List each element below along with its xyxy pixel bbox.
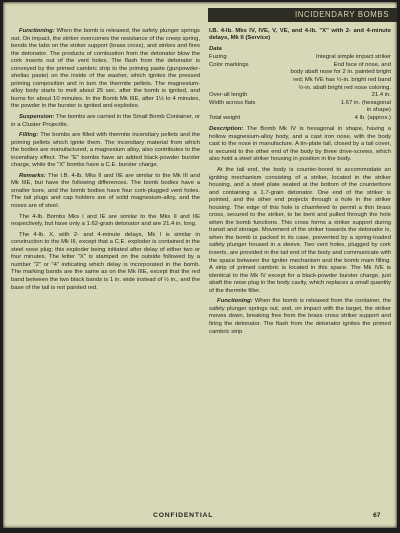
section-title: I.B. 4-lb. Mks IV, IVE, V, VE, and 4-lb. "X" with 2- and 4-minute delays, Mk II (Service) xyxy=(209,28,391,42)
filling-label: Filling: xyxy=(19,132,39,139)
spec-key: Over-all length xyxy=(209,92,248,99)
functioning-text: When the bomb is released, the safety plunger springs out. On impact, the striker overcomes the resistance of the creep spring, bends the tabs on the striker support (brass cross), and strikes and fires the detonator. The products of combustion from the detonator blow the cork inserts out of the vent holes. The flash from the detonator is conveyed by the primed cambric strip to the priming paste (gunpowder-shellac paste) on the inside of the washer, which ignites the pressed priming composition and in turn the thermite pellets. The magnesium-alloy body starts to melt about 25 sec. after the bomb is ignited, and burns for about 10 minutes. In the Bomb Mk IIIE, after 1½ to 4 minutes, the powder in the burster is ignited and explodes. xyxy=(11,28,200,110)
spec-key: Fuzing xyxy=(209,54,227,61)
filling-text: The bombs are filled with thermite incendiary pellets and the priming pellets which ignite them. The incendiary material from which the bodies are manufactured, a magnesium alloy, also contributes to the incendiary effect. The "E" bombs have an added black-powder burster charge, while the "X" bombs have a C.E. burster charge. xyxy=(11,132,200,169)
spec-value: body abaft nose for 2 in. painted bright xyxy=(290,69,391,76)
spec-row xyxy=(209,54,391,62)
description-paragraph xyxy=(209,126,391,164)
spec-value: End face of nose, and xyxy=(333,61,391,68)
spec-key: Color markings xyxy=(209,61,249,68)
spec-key: Total weight xyxy=(209,114,241,121)
document-page xyxy=(3,2,397,528)
functioning-paragraph-right xyxy=(209,298,391,336)
description-paragraph-2: At the tail end, the body is counter-bored to accommodate an igniting mechanism consisting of a striker, located in the striker housing, and a steel plate seated at the bottom of the counterbore and containing a 1.7-grain detonator. One end of the striker is pointed, and the other end projects through a hole in the striker housing. The edge of this hole is chamfered to permit a thin brass cross, secured to the striker, to be bent and pulled through the hole when the bomb functions. This cross forms a striker support during transit and storage. Movement of the striker towards the detonator is, when the bomb is packed in its case, prevented by a spring-loaded safety plunger housed in a sleeve. Two vent holes, plugged by cork inserts, are provided in the tail end of the body and communicate with the space between the igniter mechanism and the bomb main filling. A strip of primed cambric is located in this space. The Mk IVE is identical to the Mk IV except for a black-powder burster charge, just abaft the nose plug in the body cavity, which replaces a small quantity of the thermite filler. xyxy=(209,167,391,294)
filling-paragraph xyxy=(11,132,200,170)
functioning-label-right: Functioning: xyxy=(217,298,253,305)
remarks-text: The I.B. 4-lb. Mks II and IIE are similar to the Mk III and Mk IIIE, but have the following differences. The bomb bodies have a smaller bore, and the bomb bodies have four cork-plugged vent holes. The tail plugs and cap holders are of solid magnesium-alloy, and the noses are of steel. xyxy=(11,172,200,210)
spec-key: Width across flats xyxy=(209,99,256,106)
spec-value: Integral simple impact striker xyxy=(316,54,391,61)
mks-i-ie-paragraph: The 4-lb. Bombs Mks I and IE are similar to the Mks II and IIE respectively, but have only a 1.62-grain detonator and are 21.4 in. long. xyxy=(11,213,200,228)
suspension-paragraph xyxy=(11,114,200,129)
spec-row xyxy=(209,100,391,108)
remarks-label: Remarks: xyxy=(19,172,46,179)
spec-row xyxy=(209,92,391,100)
spec-value: in shape) xyxy=(366,107,391,114)
spec-row xyxy=(209,69,391,77)
spec-value: 1.67 in. (hexagonal xyxy=(340,99,391,106)
spec-row xyxy=(209,115,391,123)
functioning-paragraph xyxy=(11,28,200,111)
bomb-x-paragraph: The 4-lb. X, with 2- and 4-minute delays, Mk I is similar in construction to the Mk III, except that a C.E. exploder is contained in the steel nose plug; this exploder being initiated after delay of either two or four minutes. The letter "X" is stamped on the outside followed by a number "2" or "4" indicating which delay is incorporated in the bomb. The marking bands are the same as on the Mk IIIE, except that the red band between the two black bands is 1 in. wide instead of ½ in., and the base of the tail is not painted red. xyxy=(11,231,200,291)
spec-value: ½-in. abaft bright red nose coloring. xyxy=(298,84,391,91)
spec-row xyxy=(209,77,391,85)
spec-row xyxy=(209,62,391,70)
spec-value: 21.4 in. xyxy=(371,92,391,99)
data-heading: Data xyxy=(209,45,222,52)
data-table xyxy=(209,54,391,122)
spec-row xyxy=(209,107,391,115)
left-column xyxy=(11,28,200,506)
spec-value: red; Mk IVE has ½-in. bright red band xyxy=(293,77,391,83)
spec-row xyxy=(209,85,391,93)
suspension-label: Suspension: xyxy=(19,114,55,121)
right-column xyxy=(209,28,391,506)
running-header: INCIDENDARY BOMBS xyxy=(208,8,397,22)
remarks-paragraph xyxy=(11,173,200,211)
description-text: The Bomb Mk IV is hexagonal in shape, having a hollow magnesium-alloy body, and a cast iron nose, with the body cast to the nose in manufacture. A tin-plate tail, closed by a tail cover, is secured to the other end of the body by three drive-screws, which also hold a steel striker housing in position in the body. xyxy=(209,126,391,163)
page-number: 67 xyxy=(373,512,381,519)
functioning-label: Functioning: xyxy=(19,28,55,34)
confidential-mark: CONFIDENTIAL xyxy=(153,512,214,519)
suspension-text: The bombs are carried in the Small Bomb Container, or in a Cluster Projectile. xyxy=(11,114,200,128)
functioning-text-right: When the bomb is released from the container, the safety plunger springs out, and, on impact with the target, the striker moves down, breaking free from the brass cross striker support and firing the detonator. The flash from the detonator ignites the primed cambric strip xyxy=(209,298,391,335)
description-label: Description: xyxy=(209,126,244,133)
spec-value: 4 lb. (approx.) xyxy=(354,114,391,121)
